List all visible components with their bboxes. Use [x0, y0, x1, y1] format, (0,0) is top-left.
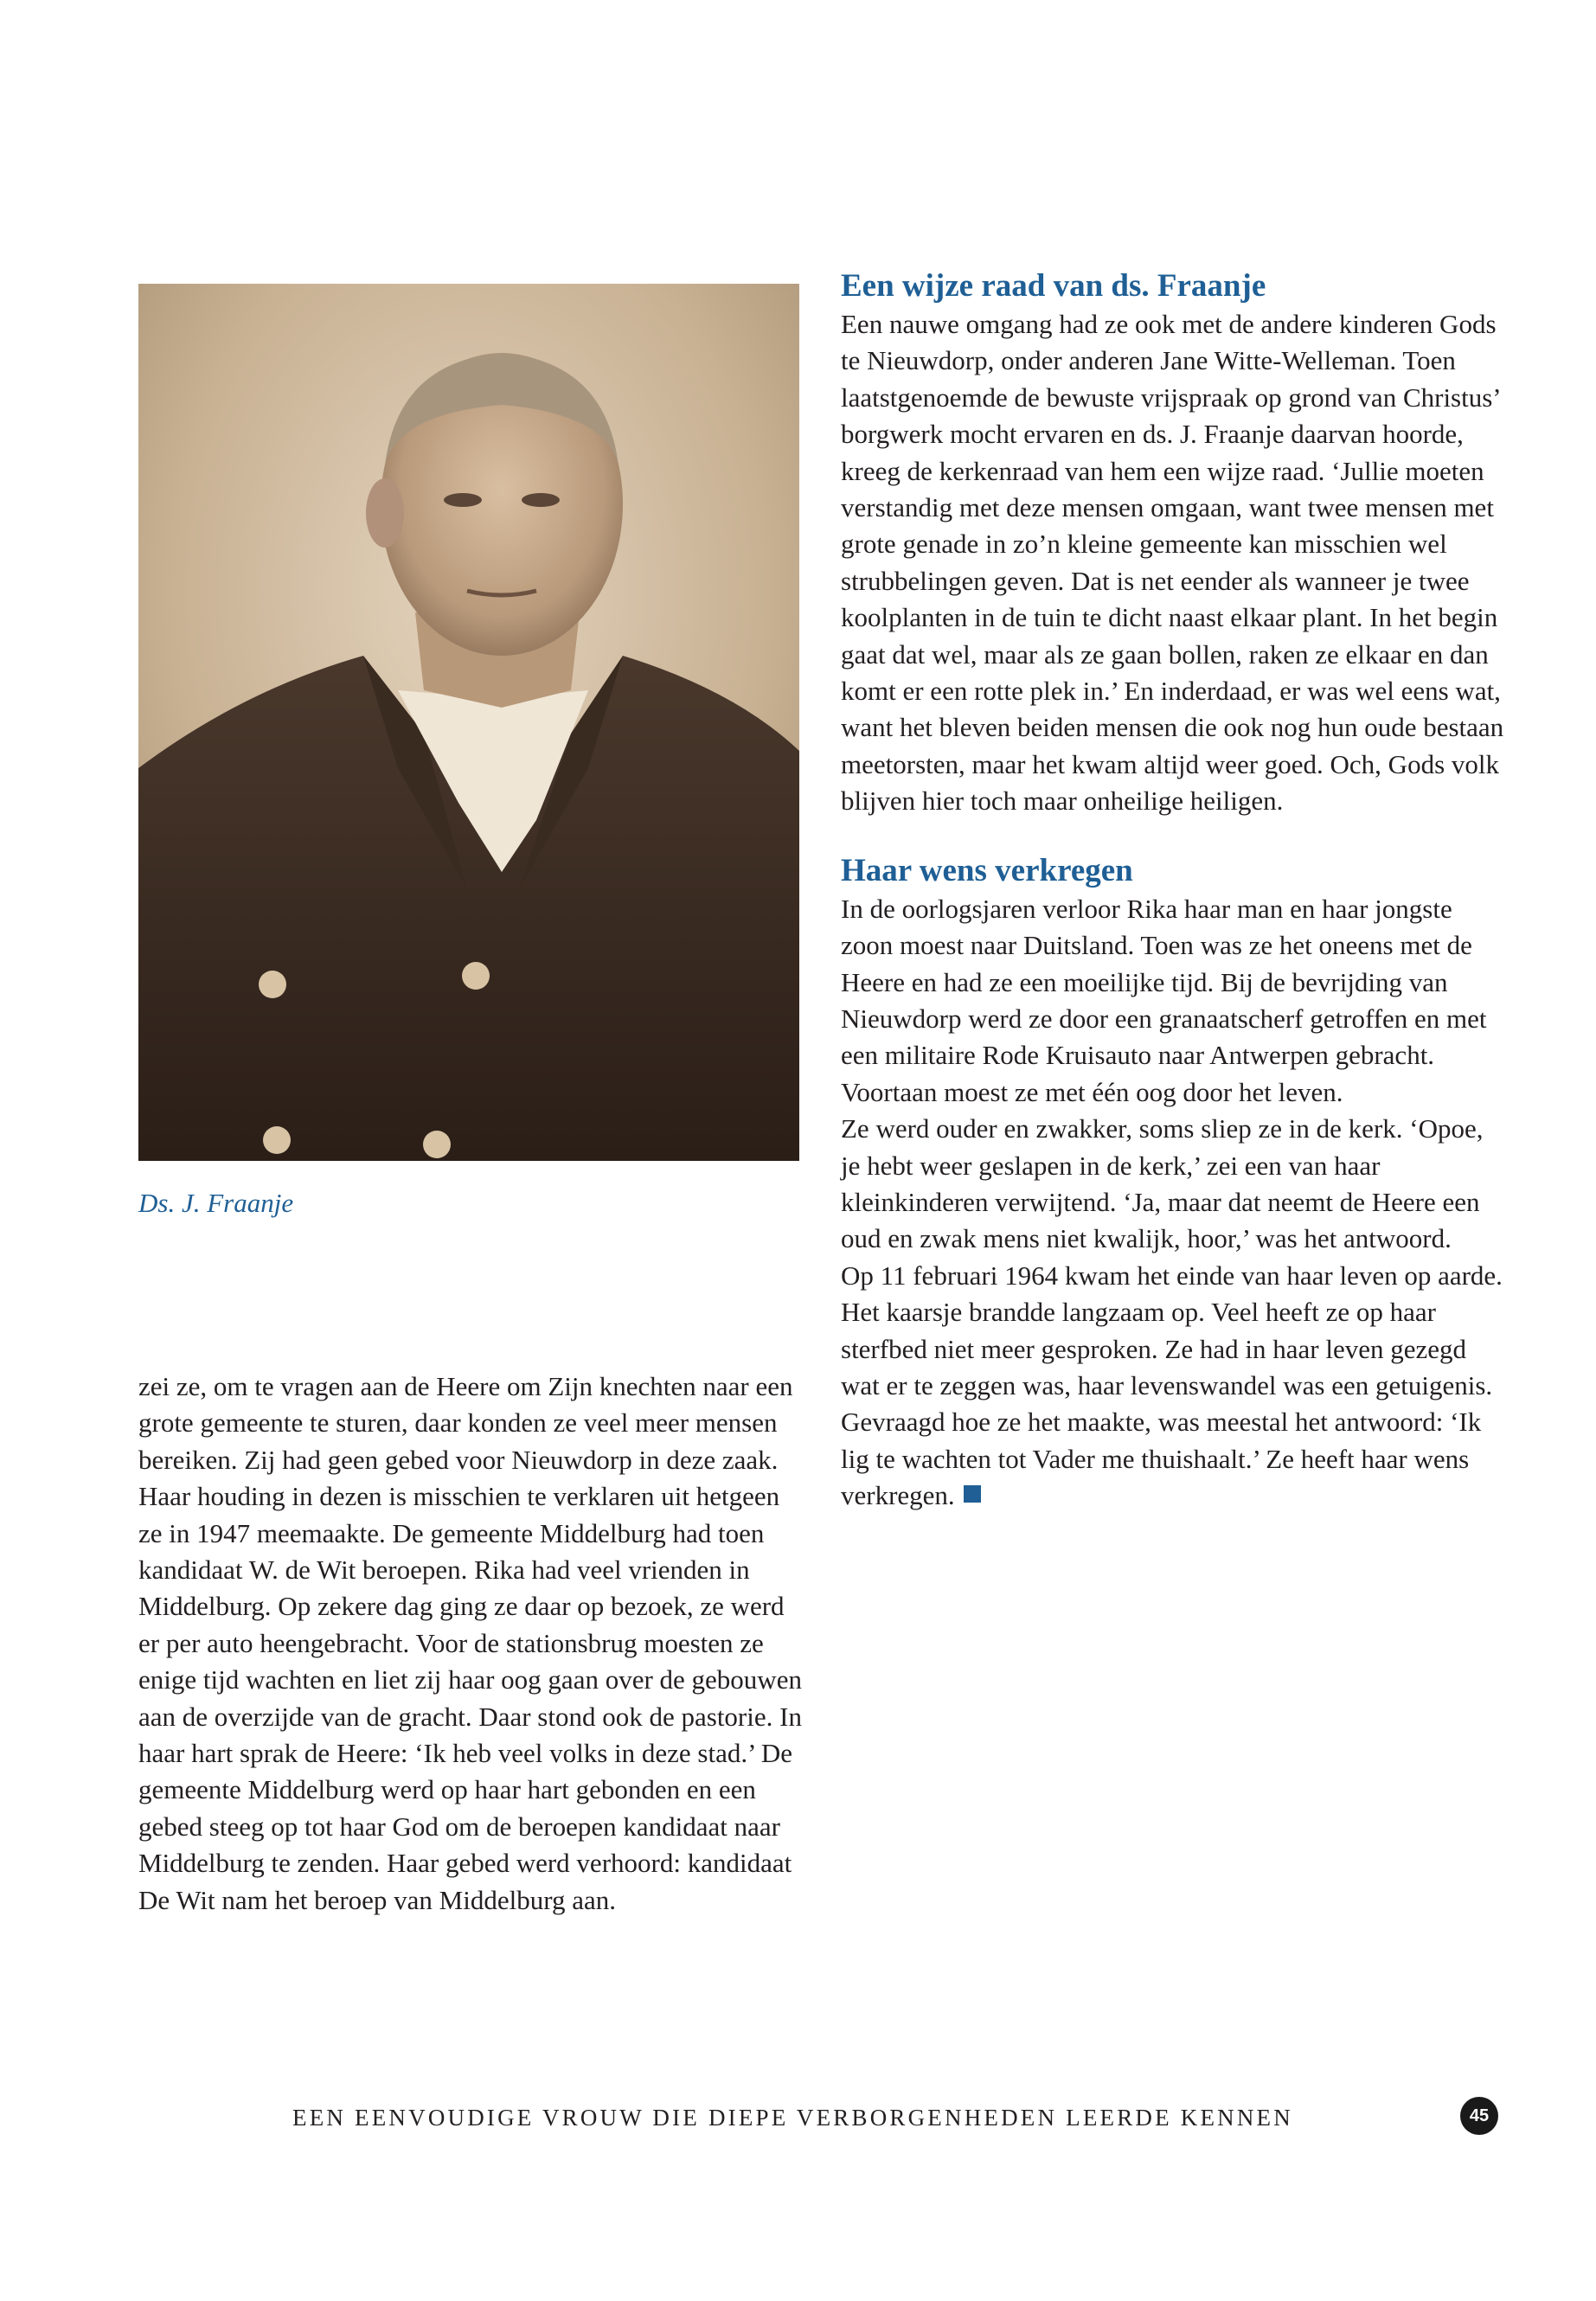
portrait-illustration [138, 284, 799, 1161]
paragraph: In de oorlogsjaren verloor Rika haar man en haar jongste zoon moest naar Duitsland. Toen was ze het oneens met de Heere en had ze een moeilijke tijd. Bij de bevrijding van Nieuwdorp werd ze door een granaatscherf getroffen en met een militaire Rode Kruisauto naar Antwerpen gebracht. Voortaan moest ze met één oog door het leven. [841, 893, 1487, 1107]
paragraph: Ze werd ouder en zwakker, soms sliep ze in de kerk. ‘Opoe, je hebt weer geslapen in de kerk,’ zei een van haar kleinkinderen verwijtend. ‘Ja, maar dat neemt de Heere een oud en zwak mens niet kwalijk, hoor,’ was het antwoord. [841, 1113, 1484, 1254]
left-text-column [138, 1368, 804, 1919]
paragraph-text: Op 11 februari 1964 kwam het einde van haar leven op aarde. Het kaarsje brandde langzaam op. Veel heeft ze op haar sterfbed niet meer gesproken. Ze had in haar leven gezegd wat er te zeggen was, haar levenswandel was een getuigenis. Gevraagd hoe ze het maakte, was meestal het antwoord: ‘Ik lig te wachten tot Vader me thuishaalt.’ Ze heeft haar wens verkregen. [841, 1259, 1503, 1511]
portrait-photo [138, 284, 799, 1161]
page-number-badge: 45 [1460, 2097, 1498, 2135]
running-footer-title: EEN EENVOUDIGE VROUW DIE DIEPE VERBORGENHEDEN LEERDE KENNEN [292, 2105, 1293, 2131]
paragraph: zei ze, om te vragen aan de Heere om Zijn knechten naar een grote gemeente te sturen, daar konden ze veel meer mensen bereiken. Zij had geen gebed voor Nieuwdorp in deze zaak. [138, 1371, 793, 1475]
paragraph: Haar houding in dezen is misschien te verklaren uit hetgeen ze in 1947 meemaakte. De gemeente Middelburg had toen kandidaat W. de Wit beroepen. Rika had veel vrienden in Middelburg. Op zekere dag ging ze daar op bezoek, ze werd er per auto heengebracht. Voor de stationsbrug moesten ze enige tijd wachten en liet zij haar oog gaan over de gebouwen aan de overzijde van de gracht. Daar stond ook de pastorie. In haar hart sprak de Heere: ‘Ik heb veel volks in deze stad.’ De gemeente Middelburg werd op haar hart gebonden en een gebed steeg op tot haar God om de beroepen kandidaat naar Middelburg te zenden. Haar gebed werd verhoord: kandidaat De Wit nam het beroep van Middelburg aan. [138, 1481, 802, 1915]
paragraph: Een nauwe omgang had ze ook met de andere kinderen Gods te Nieuwdorp, onder anderen Jane Witte-Welleman. Toen laatstgenoemde de bewuste vrijspraak op grond van Christus’ borgwerk mocht ervaren en ds. J. Fraanje daarvan hoorde, kreeg de kerkenraad van hem een wijze raad. ‘Jullie moeten verstandig met deze mensen omgaan, want twee mensen met grote genade in zo’n kleine gemeente kan misschien wel strubbelingen geven. Dat is net eender als wanneer je twee koolplanten in de tuin te dicht naast elkaar plant. In het begin gaat dat wel, maar als ze gaan bollen, raken ze elkaar en dan komt er een rotte plek in.’ En inderdaad, er was wel eens wat, want het bleven beiden mensen die ook nog hun oude bestaan meetorsten, maar het kwam altijd weer goed. Och, Gods volk blijven hier toch maar onheilige heiligen. [841, 309, 1504, 817]
right-text-column [841, 266, 1509, 1515]
section-heading: Een wijze raad van ds. Fraanje [841, 268, 1266, 304]
paragraph-last [841, 1258, 1509, 1515]
end-of-article-square-icon [964, 1485, 981, 1503]
section-heading: Haar wens verkregen [841, 852, 1133, 888]
photo-caption: Ds. J. Fraanje [138, 1188, 294, 1218]
